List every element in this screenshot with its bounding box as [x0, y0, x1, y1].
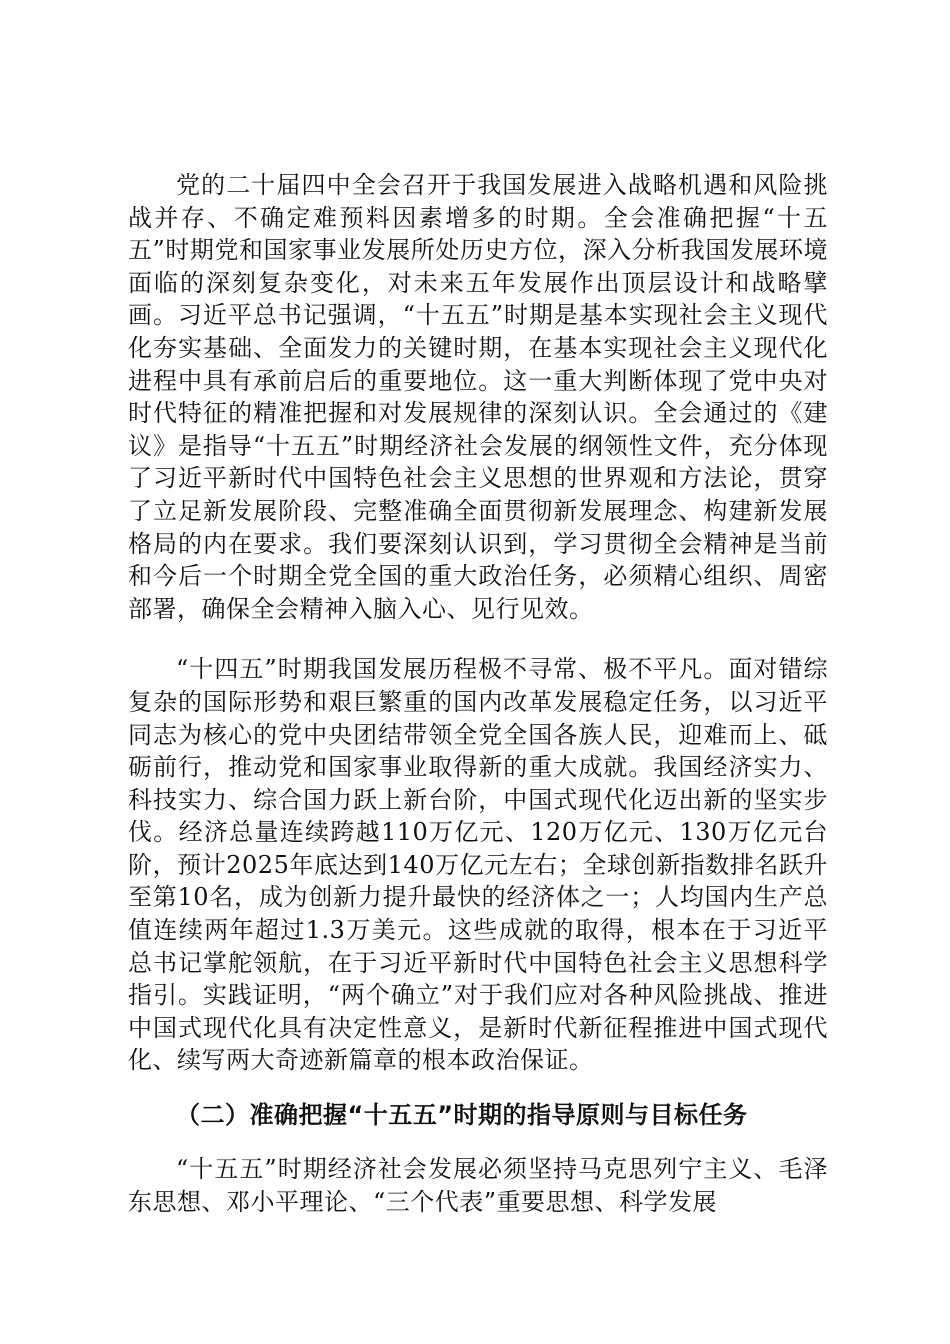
paragraph-1: 党的二十届四中全会召开于我国发展进入战略机遇和风险挑战并存、不确定难预料因素增多的时期。全会准确把握“十五五”时期党和国家事业发展所处历史方位，深入分析我国发展环境面临的深刻复杂变化，对未来五年发展作出顶层设计和战略擘画。习近平总书记强调，“十五五”时期是基本实现社会主义现代化夯实基础、全面发力的关键时期，在基本实现社会主义现代化进程中具有承前启后的重要地位。这一重大判断体现了党中央对时代特征的精准把握和对发展规律的深刻认识。全会通过的《建议》是指导“十五五”时期经济社会发展的纲领性文件，充分体现了习近平新时代中国特色社会主义思想的世界观和方法论，贯穿了立足新发展阶段、完整准确全面贯彻新发展理念、构建新发展格局的内在要求。我们要深刻认识到，学习贯彻全会精神是当前和今后一个时期全党全国的重大政治任务，必须精心组织、周密部署，确保全会精神入脑入心、见行见效。 [128, 171, 828, 623]
paragraph-2: “十四五”时期我国发展历程极不寻常、极不平凡。面对错综复杂的国际形势和艰巨繁重的国内改革发展稳定任务，以习近平同志为核心的党中央团结带领全党全国各族人民，迎难而上、砥砺前行，推动党和国家事业取得新的重大成就。我国经济实力、科技实力、综合国力跃上新台阶，中国式现代化迈出新的坚实步伐。经济总量连续跨越110万亿元、120万亿元、130万亿元台阶，预计2025年底达到140万亿元左右；全球创新指数排名跃升至第10名，成为创新力提升最快的经济体之一；人均国内生产总值连续两年超过1.3万美元。这些成就的取得，根本在于习近平总书记掌舵领航，在于习近平新时代中国特色社会主义思想科学指引。实践证明，“两个确立”对于我们应对各种风险挑战、推进中国式现代化具有决定性意义，是新时代新征程推进中国式现代化、续写两大奇迹新篇章的根本政治保证。 [128, 655, 828, 1075]
document-body [128, 169, 828, 1218]
paragraph-spacer [128, 625, 828, 653]
section-heading: （二）准确把握“十五五”时期的指导原则与目标任务 [176, 1101, 748, 1130]
paragraph-3: “十五五”时期经济社会发展必须坚持马克思列宁主义、毛泽东思想、邓小平理论、“三个代表”重要思想、科学发展 [128, 1155, 828, 1216]
